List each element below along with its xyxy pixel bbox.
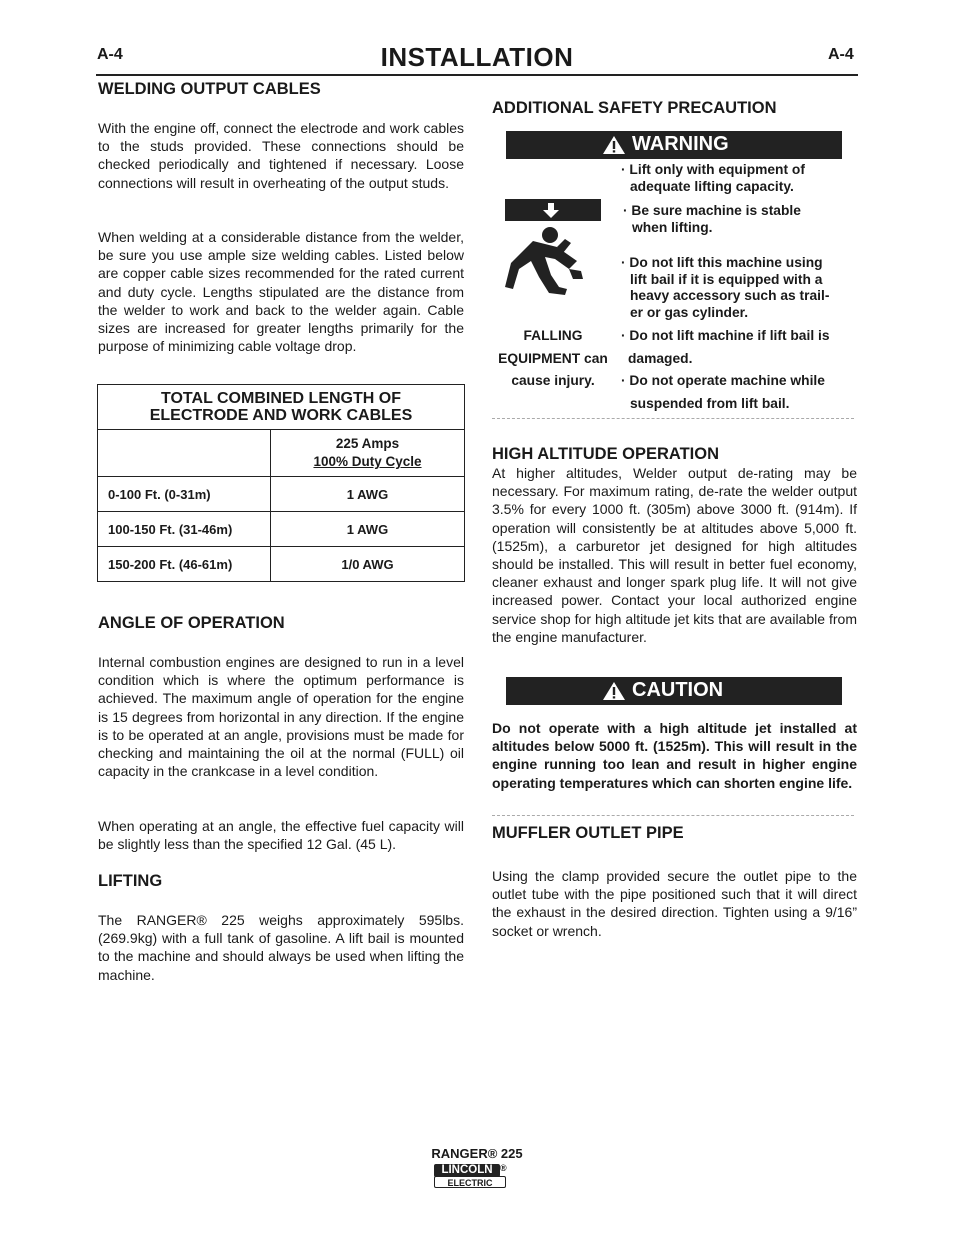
welding-output-cables-heading: WELDING OUTPUT CABLES: [98, 80, 321, 98]
row-size: 1 AWG: [271, 512, 465, 547]
angle-of-operation-para1: Internal combustion engines are designed to run in a level condition which is where the optimum performance is achieved. The maximum angle of operation for the engine is 15 degrees from horizontal in any direction. If the engine is to be operated at an angle, provisions must be made for checking and maintaining the oil at the normal (FULL) oil capacity in the crankcase in a level condition.: [98, 654, 464, 780]
column-header-amps: 225 Amps: [335, 436, 400, 451]
caution-label: CAUTION: [632, 679, 724, 701]
row-length: 100-150 Ft. (31-46m): [98, 512, 271, 547]
bullet-text: when lifting.: [632, 219, 713, 235]
table-row: [98, 547, 465, 582]
warning-bullet-3: [621, 255, 829, 321]
row-size: 1 AWG: [271, 477, 465, 512]
warning-bullet-4: [621, 325, 830, 370]
row-size: 1/0 AWG: [271, 547, 465, 582]
section-divider: [492, 418, 854, 419]
column-header-duty-cycle: 100% Duty Cycle: [313, 454, 422, 469]
bullet-text: · Be sure machine is stable: [623, 203, 801, 218]
header-rule: [96, 74, 858, 76]
warning-triangle-icon: [602, 681, 626, 701]
page-title: INSTALLATION: [380, 42, 574, 72]
warning-bullet-5: [621, 370, 825, 415]
warning-bullet-1: [621, 162, 805, 195]
table-title: [98, 385, 465, 430]
additional-safety-heading: ADDITIONAL SAFETY PRECAUTION: [492, 99, 777, 117]
welding-output-cables-para2: When welding at a considerable distance from the welder, be sure you use ample size welding cables. Listed below are copper cable sizes recommended for the rated current and duty cycle. Lengths stipulated are the distance from the welder to work and back to the welder again. Cable sizes are increased for greater lengths primarily for the purpose of minimizing cable voltage drop.: [98, 229, 464, 355]
bullet-text: · Do not lift this machine using: [621, 255, 823, 270]
logo-registered: ®: [500, 1163, 507, 1173]
muffler-para: Using the clamp provided secure the outlet pipe to the outlet tube with the pipe positioned such that it will direct the exhaust in the desired direction. Tighten using a 9/16” socket or wrench.: [492, 868, 857, 939]
bullet-text: heavy accessory such as trail-: [630, 288, 830, 303]
muffler-heading: MUFFLER OUTLET PIPE: [492, 824, 684, 842]
caption-line: EQUIPMENT can: [498, 350, 608, 366]
caution-text: Do not operate with a high altitude jet installed at altitudes below 5000 ft. (1525m). This will result in the engine running too lean and result in higher engine operating temperatures which can shorten engine life.: [492, 720, 857, 791]
high-altitude-para: At higher altitudes, Welder output de-rating may be necessary. For maximum rating, de-rate the welder output 3.5% for every 1000 ft. (305m) above 3000 ft. (914m). If operation will consistently be at altitudes above 5,000 ft. (1525m), a carburetor jet designed for high altitudes should be installed. This will result in better fuel economy, cleaner exhaust and longer spark plug life. It will not give increased power. Contact your local authorized engine service shop for high altitude jet kits that are available from the engine manufacturer.: [492, 465, 857, 645]
bullet-text: · Lift only with equipment of: [621, 162, 805, 177]
warning-triangle-icon: [602, 135, 626, 155]
bullet-text: · Do not operate machine while: [621, 373, 825, 388]
lifting-para: The RANGER® 225 weighs approximately 595lbs. (269.9kg) with a full tank of gasoline. A lift bail is mounted to the machine and should always be used when lifting the machine.: [98, 912, 464, 983]
warning-bar: [506, 131, 842, 159]
logo-bottom: ELECTRIC: [434, 1176, 506, 1188]
bullet-text: adequate lifting capacity.: [630, 178, 794, 194]
section-divider: [492, 815, 854, 816]
bullet-text: damaged.: [628, 350, 693, 366]
table-header-empty: [98, 430, 271, 477]
angle-of-operation-para2: When operating at an angle, the effective fuel capacity will be slightly less than the specified 12 Gal. (45 L).: [98, 818, 464, 853]
bullet-text: er or gas cylinder.: [630, 304, 749, 320]
row-length: 150-200 Ft. (46-61m): [98, 547, 271, 582]
caption-line: FALLING: [523, 328, 583, 343]
table-column-header: [271, 430, 465, 477]
lifting-heading: LIFTING: [98, 872, 163, 890]
cable-size-table: [97, 384, 465, 582]
page-number-right: A-4: [828, 46, 854, 63]
caution-bar: [506, 677, 842, 705]
bullet-text: lift bail if it is equipped with a: [630, 271, 823, 287]
table-row: [98, 512, 465, 547]
angle-of-operation-heading: ANGLE OF OPERATION: [98, 614, 285, 632]
bullet-text: suspended from lift bail.: [630, 395, 790, 411]
table-row: [98, 477, 465, 512]
caption-line: cause injury.: [511, 373, 595, 388]
falling-equipment-icon: [505, 199, 605, 304]
table-title-line2: ELECTRODE AND WORK CABLES: [149, 407, 413, 424]
row-length: 0-100 Ft. (0-31m): [98, 477, 271, 512]
falling-equipment-caption: [492, 325, 614, 393]
lincoln-electric-logo: [434, 1164, 510, 1190]
high-altitude-heading: HIGH ALTITUDE OPERATION: [492, 445, 720, 463]
bullet-text: · Do not lift machine if lift bail is: [621, 328, 830, 343]
logo-top: LINCOLN: [434, 1164, 500, 1177]
warning-bullet-2: [623, 203, 801, 236]
page-number-left: A-4: [97, 46, 123, 63]
welding-output-cables-para1: With the engine off, connect the electrode and work cables to the studs provided. These connections should be checked periodically and tightened if necessary. Loose connections will result in overheating of the output studs.: [98, 120, 464, 191]
warning-label: WARNING: [632, 133, 729, 155]
footer-model: RANGER® 225: [431, 1146, 523, 1161]
table-title-line1: TOTAL COMBINED LENGTH OF: [161, 390, 401, 407]
